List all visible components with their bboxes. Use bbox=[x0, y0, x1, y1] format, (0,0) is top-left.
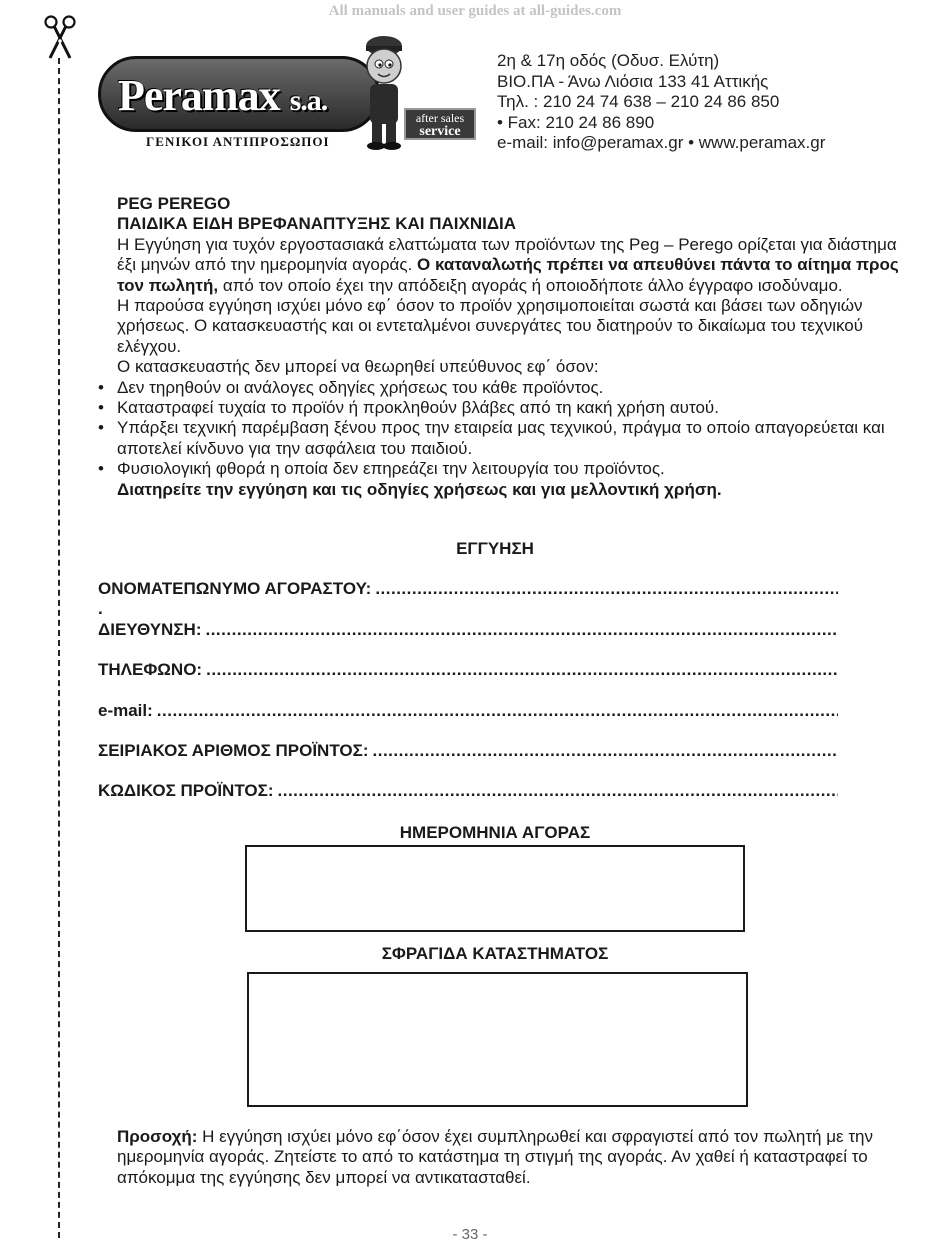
brand-heading: PEG PEREGO bbox=[117, 194, 231, 213]
after-sales-badge bbox=[404, 108, 476, 140]
fill-line bbox=[205, 620, 838, 640]
address-area: ΒΙΟ.ΠΑ - Άνω Λιόσια 133 41 Αττικής bbox=[497, 71, 769, 91]
form-title: ΕΓΓΥΗΣΗ bbox=[456, 539, 534, 558]
address-street: 2η & 17η οδός (Οδυσ. Ελύτη) bbox=[497, 51, 720, 70]
list-item: • Δεν τηρηθούν οι ανάλογες οδηγίες χρήσεως του κάθε προϊόντος. bbox=[117, 378, 907, 398]
email-field[interactable] bbox=[98, 701, 838, 723]
fill-line bbox=[278, 781, 839, 801]
logo-name: Peramax s.a. bbox=[118, 71, 328, 120]
warranty-paragraph-3: Ο κατασκευαστής δεν μπορεί να θεωρηθεί υπεύθυνος εφ΄ όσον: bbox=[117, 357, 599, 377]
phone-field[interactable] bbox=[98, 660, 838, 682]
field-label: ΔΙΕΥΘΥΝΣΗ: bbox=[98, 620, 202, 639]
address-field[interactable] bbox=[98, 620, 838, 642]
buyer-name-field[interactable] bbox=[98, 579, 838, 601]
badge-line2: service bbox=[419, 124, 461, 139]
list-item: • Καταστραφεί τυχαία το προϊόν ή προκληθούν βλάβες από τη κακή χρήση αυτού. bbox=[117, 398, 907, 418]
closing-note: Διατηρείτε την εγγύηση και τις οδηγίες χρήσεως και για μελλοντική χρήση. bbox=[117, 479, 722, 499]
cut-line bbox=[58, 58, 60, 1238]
warranty-paragraph-2: Η παρούσα εγγύηση ισχύει μόνο εφ΄ όσον το προϊόν χρησιμοποιείται σωστά και βάσει των οδηγιών χρήσεως. Ο κατασκευαστής και οι εντεταλμένοι συνεργάτες του διατηρούν το δικαίωμα του τεχνικού ελέγχου. bbox=[117, 296, 864, 356]
fill-line bbox=[373, 741, 839, 761]
company-address bbox=[497, 51, 825, 154]
peramax-logo bbox=[98, 34, 478, 154]
store-stamp-title: ΣΦΡΑΓΙΔΑ ΚΑΤΑΣΤΗΜΑΤΟΣ bbox=[381, 944, 609, 963]
logo-subtitle: ΓΕΝΙΚΟΙ ΑΝΤΙΠΡΟΣΩΠΟΙ bbox=[146, 134, 330, 149]
purchase-date-title: ΗΜΕΡΟΜΗΝΙΑ ΑΓΟΡΑΣ bbox=[399, 823, 591, 842]
page-number: - 33 - bbox=[452, 1226, 488, 1243]
serial-number-field[interactable] bbox=[98, 741, 838, 763]
address-fax: • Fax: 210 24 86 890 bbox=[497, 112, 655, 132]
scissors-icon bbox=[40, 14, 80, 60]
mascot-mechanic-icon bbox=[358, 34, 408, 152]
category-heading: ΠΑΙΔΙΚΑ ΕΙΔΗ ΒΡΕΦΑΝΑΠΤΥΞΗΣ ΚΑΙ ΠΑΙΧΝΙΔΙΑ bbox=[117, 214, 517, 234]
warranty-terms bbox=[117, 194, 907, 500]
field-label: ΟΝΟΜΑΤΕΠΩΝΥΜΟ ΑΓΟΡΑΣΤΟΥ: bbox=[98, 579, 372, 598]
exclusions-list bbox=[117, 378, 907, 480]
list-item: • Φυσιολογική φθορά η οποία δεν επηρεάζει την λειτουργία του προϊόντος. bbox=[117, 459, 907, 479]
badge-line1: after sales bbox=[415, 111, 465, 125]
store-stamp-box[interactable] bbox=[247, 972, 748, 1107]
attention-note: Προσοχή: Η εγγύηση ισχύει μόνο εφ΄όσον έχει συμπληρωθεί και σφραγιστεί από τον πωλητή με την ημερομηνία αγοράς. Ζητείστε το από το κατάστημα τη στιγμή της αγοράς. Αν χαθεί ή καταστραφεί το απόκομμα της εγγύησης δεν μπορεί να αντικατασταθεί. bbox=[117, 1127, 873, 1187]
purchase-date-box[interactable] bbox=[245, 845, 745, 932]
field-label: ΤΗΛΕΦΩΝΟ: bbox=[98, 660, 203, 679]
address-phone: Τηλ. : 210 24 74 638 – 210 24 86 850 bbox=[497, 92, 780, 111]
fill-line bbox=[375, 579, 838, 599]
warranty-paragraph-1: Η Εγγύηση για τυχόν εργοστασιακά ελαττώματα των προϊόντων της Peg – Perego ορίζεται για διάστημα έξι μηνών από την ημερομηνία αγοράς. Ο καταναλωτής πρέπει να απευθύνει πάντα το αίτημα προς τον πωλητή, από τον οποίο έχει την απόδειξη αγοράς ή οποιοδήποτε άλλο έγγραφο ισοδύναμο. bbox=[117, 234, 899, 295]
list-item: • Υπάρξει τεχνική παρέμβαση ξένου προς την εταιρεία μας τεχνικού, πράγμα το οποίο απαγορεύεται και αποτελεί κίνδυνο για την ασφάλεια του παιδιού. bbox=[117, 418, 907, 459]
stray-dot: . bbox=[98, 599, 103, 618]
address-contact: e-mail: info@peramax.gr • www.peramax.gr bbox=[497, 133, 826, 152]
watermark-text: All manuals and user guides at all-guides.com bbox=[328, 3, 622, 19]
field-label: ΚΩΔΙΚΟΣ ΠΡΟΪΝΤΟΣ: bbox=[98, 781, 274, 800]
product-code-field[interactable] bbox=[98, 781, 838, 803]
fill-line bbox=[206, 660, 838, 680]
fill-line bbox=[157, 701, 838, 721]
field-label: ΣΕΙΡΙΑΚΟΣ ΑΡΙΘΜΟΣ ΠΡΟΪΝΤΟΣ: bbox=[98, 741, 369, 760]
field-label: e-mail: bbox=[98, 701, 153, 720]
